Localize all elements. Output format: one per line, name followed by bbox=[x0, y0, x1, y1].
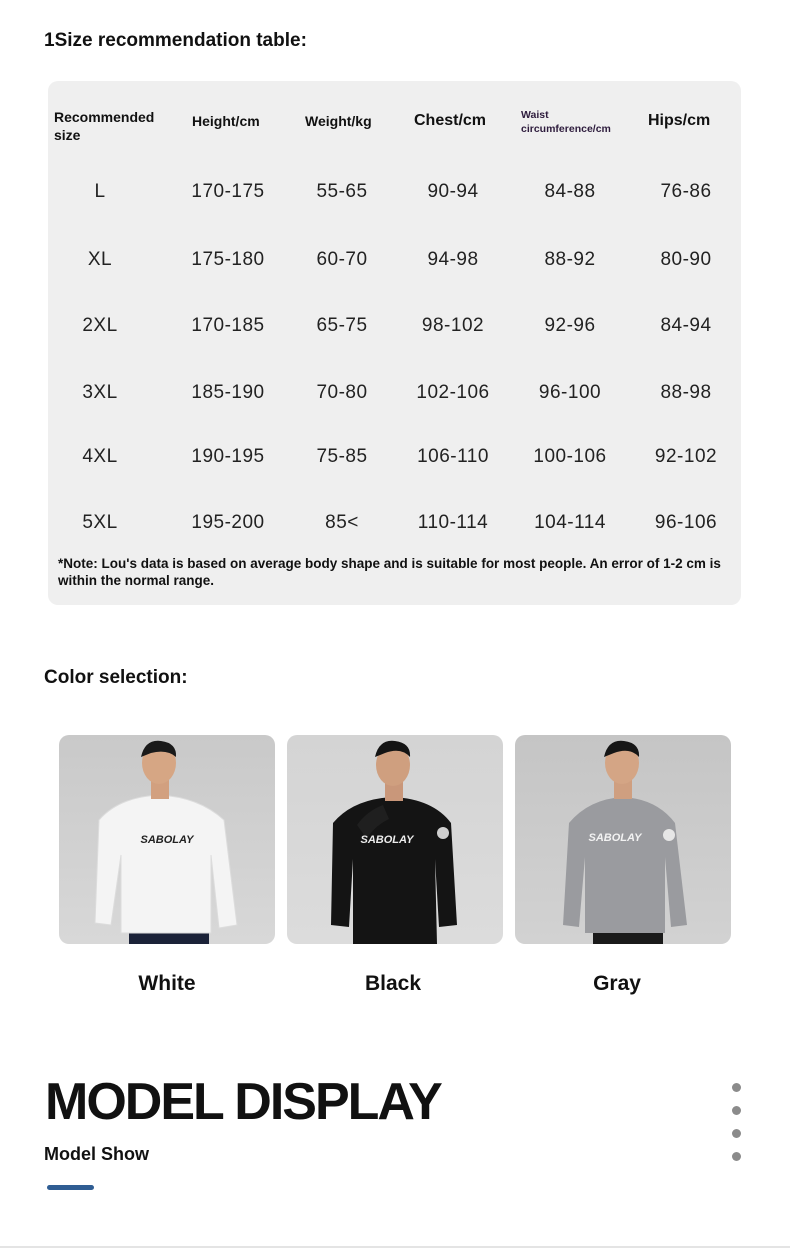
cell-size: XL bbox=[87, 249, 113, 270]
color-label-black[interactable]: Black bbox=[364, 972, 422, 995]
color-option-black-image[interactable] bbox=[287, 735, 503, 944]
cell-hips: 80-90 bbox=[660, 249, 712, 270]
header-hips: Hips/cm bbox=[648, 112, 711, 129]
shirt-logo-text: SABOLAY bbox=[140, 834, 194, 846]
cell-waist: 100-106 bbox=[533, 446, 607, 467]
dot-icon bbox=[732, 1083, 741, 1092]
cell-waist: 84-88 bbox=[544, 181, 596, 202]
cell-weight: 55-65 bbox=[316, 181, 368, 202]
table-row bbox=[48, 249, 741, 279]
table-row bbox=[48, 181, 741, 211]
dot-icon bbox=[732, 1152, 741, 1161]
cell-hips: 96-106 bbox=[654, 512, 718, 533]
cell-height: 185-190 bbox=[191, 382, 265, 403]
table-row bbox=[48, 315, 741, 345]
model-show-subtitle: Model Show bbox=[44, 1144, 149, 1164]
table-row bbox=[48, 512, 741, 542]
cell-size: 4XL bbox=[82, 446, 118, 467]
color-option-white-image[interactable] bbox=[59, 735, 275, 944]
cell-hips: 84-94 bbox=[660, 315, 712, 336]
cell-size: L bbox=[94, 181, 106, 202]
cell-waist: 96-100 bbox=[538, 382, 602, 403]
cell-chest: 94-98 bbox=[427, 249, 479, 270]
cell-weight: 75-85 bbox=[316, 446, 368, 467]
cell-weight: 70-80 bbox=[316, 382, 368, 403]
cell-waist: 88-92 bbox=[544, 249, 596, 270]
cell-hips: 76-86 bbox=[660, 181, 712, 202]
cell-chest: 98-102 bbox=[421, 315, 485, 336]
cell-height: 170-185 bbox=[191, 315, 265, 336]
cell-size: 2XL bbox=[82, 315, 118, 336]
cell-chest: 106-110 bbox=[417, 446, 489, 467]
header-chest: Chest/cm bbox=[414, 112, 487, 129]
cell-chest: 110-114 bbox=[417, 512, 489, 533]
cell-chest: 90-94 bbox=[427, 181, 479, 202]
cell-height: 175-180 bbox=[191, 249, 265, 270]
color-selection-title: Color selection: bbox=[44, 667, 188, 688]
model-display-title: MODEL DISPLAY bbox=[45, 1073, 441, 1131]
size-note: *Note: Lou's data is based on average body shape and is suitable for most people. An error of 1-2 cm is within the normal range. bbox=[58, 556, 721, 588]
cell-chest: 102-106 bbox=[416, 382, 490, 403]
table-row bbox=[48, 382, 741, 412]
cell-size: 3XL bbox=[82, 382, 118, 403]
cell-weight: 65-75 bbox=[316, 315, 368, 336]
color-label-white[interactable]: White bbox=[138, 972, 196, 995]
header-recommended-size: Recommended size bbox=[54, 109, 155, 143]
cell-weight: 60-70 bbox=[316, 249, 368, 270]
cell-size: 5XL bbox=[82, 512, 118, 533]
color-label-gray[interactable]: Gray bbox=[593, 972, 641, 995]
size-table-title: 1Size recommendation table: bbox=[44, 30, 307, 51]
shirt-logo-text: SABOLAY bbox=[588, 832, 642, 844]
header-waist: Waist circumference/cm bbox=[521, 109, 611, 135]
shirt-logo-text: SABOLAY bbox=[360, 834, 414, 846]
dot-icon bbox=[732, 1106, 741, 1115]
header-weight: Weight/kg bbox=[305, 113, 372, 129]
cell-waist: 92-96 bbox=[544, 315, 596, 336]
cell-hips: 88-98 bbox=[660, 382, 712, 403]
cell-height: 195-200 bbox=[191, 512, 265, 533]
table-row bbox=[48, 446, 741, 476]
dot-icon bbox=[732, 1129, 741, 1138]
accent-underline bbox=[47, 1185, 94, 1190]
cell-hips: 92-102 bbox=[654, 446, 718, 467]
cell-height: 170-175 bbox=[191, 181, 265, 202]
header-height: Height/cm bbox=[192, 113, 260, 129]
cell-waist: 104-114 bbox=[534, 512, 606, 533]
cell-weight: 85< bbox=[325, 512, 359, 533]
size-recommendation-table bbox=[48, 81, 741, 605]
color-option-gray-image[interactable] bbox=[515, 735, 731, 944]
cell-height: 190-195 bbox=[191, 446, 265, 467]
decorative-dots bbox=[732, 1083, 742, 1175]
